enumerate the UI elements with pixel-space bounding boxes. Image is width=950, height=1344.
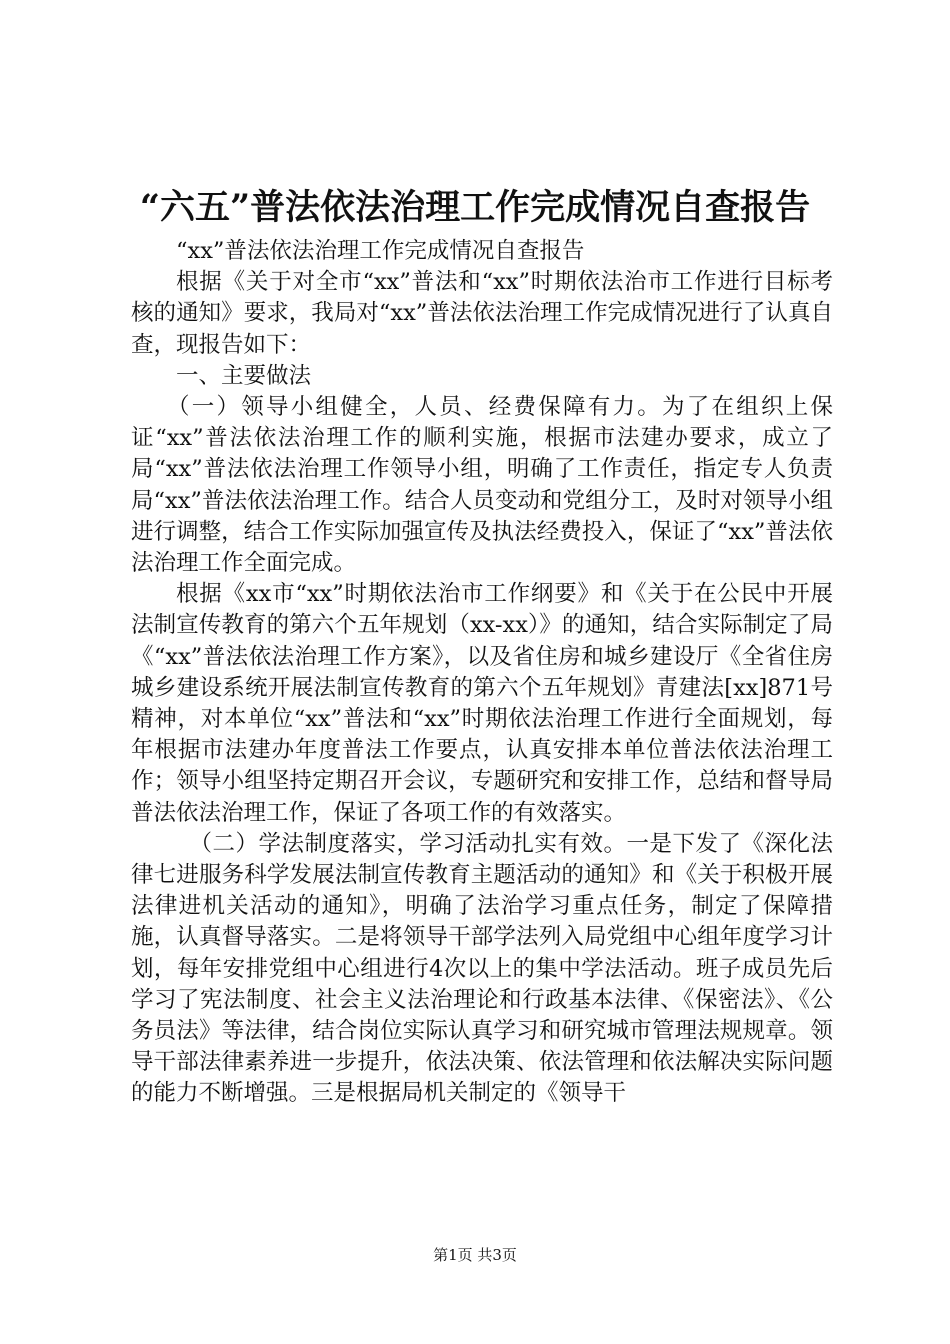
subtitle-paragraph: “xx”普法依法治理工作完成情况自查报告 <box>176 238 585 264</box>
section-heading: 一、主要做法 <box>176 362 312 389</box>
body-paragraph: 根据《xx市“xx”时期依法治市工作纲要》和《关于在公民中开展法制宣传教育的第六个五年规划（xx-xx）》的通知，结合实际制定了局《“xx”普法依法治理工作方案》，以及省住房和城乡建设厅《全省住房城乡建设系统开展法制宣传教育的第六个五年规划》青建法[xx]871号精神，对本单位“xx”普法和“xx”时期依法治理工作进行全面规划，每年根据市法建办年度普法工作要点，认真安排本单位普法依法治理工作；领导小组坚持定期召开会议，专题研究和安排工作，总结和督导局普法依法治理工作，保证了各项工作的有效落实。 <box>131 581 833 826</box>
document-title: “六五”普法依法治理工作完成情况自查报告 <box>139 187 811 228</box>
body-paragraph: （二）学法制度落实，学习活动扎实有效。一是下发了《深化法律七进服务科学发展法制宣传教育主题活动的通知》和《关于积极开展法律进机关活动的通知》，明确了法治学习重点任务，制定了保障措施，认真督导落实。二是将领导干部学法列入局党组中心组年度学习计划，每年安排党组中心组进行4次以上的集中学法活动。班子成员先后学习了宪法制度、社会主义法治理论和行政基本法律、《保密法》、《公务员法》等法律，结合岗位实际认真学习和研究城市管理法规规章。领导干部法律素养进一步提升，依法决策、依法管理和依法解决实际问题的能力不断增强。三是根据局机关制定的《领导干 <box>131 830 833 1107</box>
body-paragraph: （一）领导小组健全，人员、经费保障有力。为了在组织上保证“xx”普法依法治理工作的顺利实施，根据市法建办要求，成立了局“xx”普法依法治理工作领导小组，明确了工作责任，指定专人负责局“xx”普法依法治理工作。结合人员变动和党组分工，及时对领导小组进行调整，结合工作实际加强宣传及执法经费投入，保证了“xx”普法依法治理工作全面完成。 <box>131 394 833 577</box>
page-number-footer: 第1页 共3页 <box>433 1246 517 1264</box>
document-body <box>131 236 833 1110</box>
intro-paragraph: 根据《关于对全市“xx”普法和“xx”时期依法治市工作进行目标考核的通知》要求，我局对“xx”普法依法治理工作完成情况进行了认真自查，现报告如下： <box>131 269 833 358</box>
